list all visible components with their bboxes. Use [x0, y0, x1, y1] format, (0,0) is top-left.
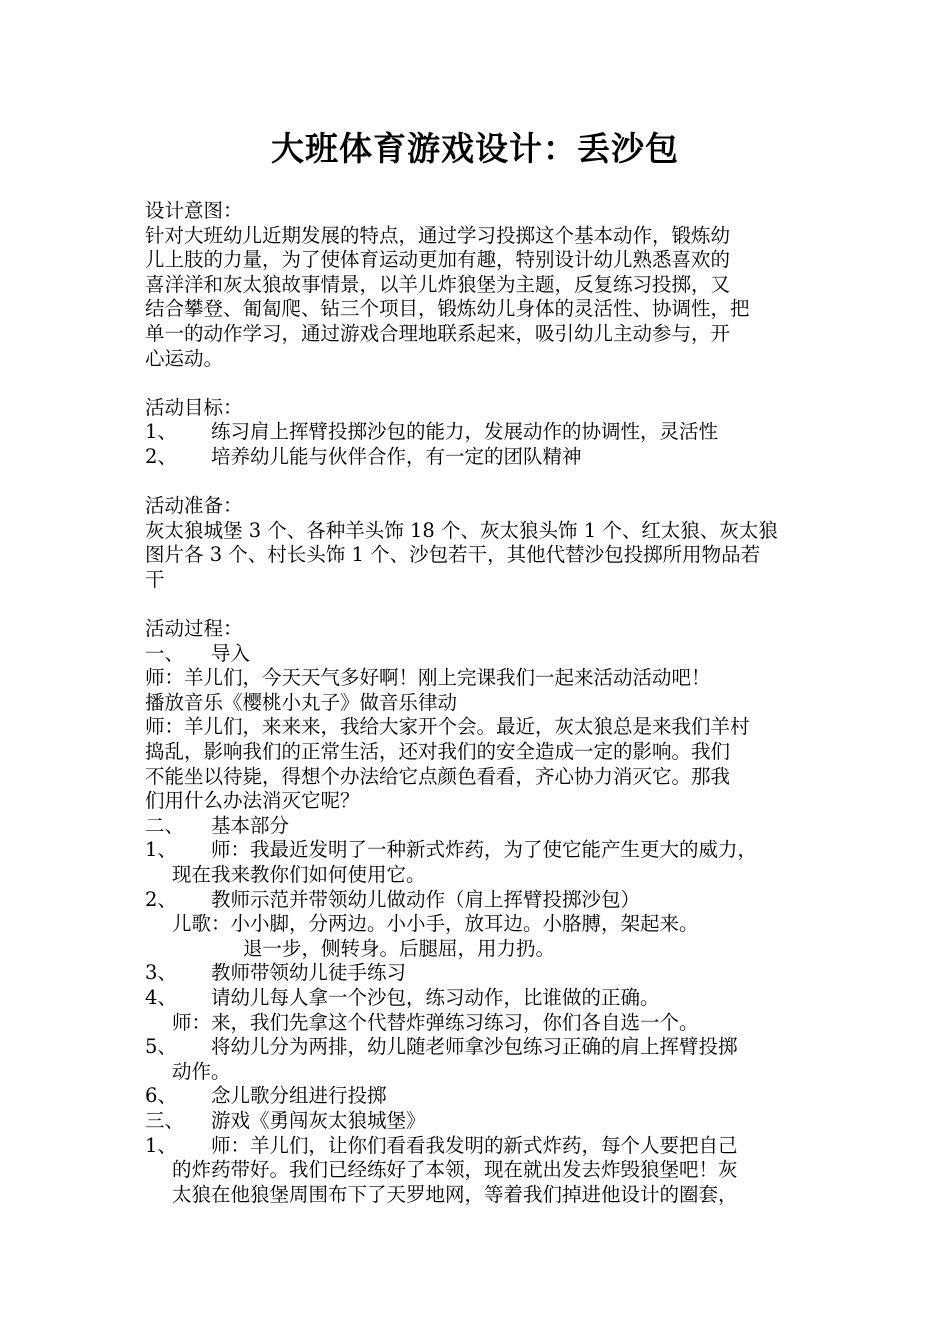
- document-body: [145, 199, 817, 1207]
- step-number: 5、: [145, 1035, 177, 1059]
- goal-text: 练习肩上挥臂投掷沙包的能力，发展动作的协调性，灵活性: [211, 420, 719, 444]
- intent-line: 喜洋洋和灰太狼故事情景，以羊儿炸狼堡为主题，反复练习投掷，又: [145, 272, 731, 296]
- rhyme-line: 退一步，侧转身。后腿屈，用力扔。: [243, 936, 556, 960]
- step-number: 3、: [145, 961, 177, 985]
- goal-number: 2、: [145, 444, 177, 468]
- step-number: 6、: [145, 1084, 177, 1108]
- step-item: [145, 838, 817, 863]
- step-text: 将幼儿分为两排，幼儿随老师拿沙包练习正确的肩上挥臂投掷: [211, 1035, 738, 1059]
- prep-line: 干: [145, 567, 165, 591]
- intent-line: 儿上肢的力量，为了使体育运动更加有趣，特别设计幼儿熟悉喜欢的: [145, 248, 731, 272]
- step-number: 1、: [145, 838, 177, 862]
- rhyme-line: 儿歌：小小脚，分两边。小小手，放耳边。小胳膊，架起来。: [172, 912, 699, 936]
- dialogue-line: 不能坐以待毙，得想个办法给它点颜色看看，齐心协力消灭它。那我: [145, 764, 731, 788]
- step-number: 4、: [145, 986, 177, 1009]
- intent-line: 单一的动作学习，通过游戏合理地联系起来，吸引幼儿主动参与，开: [145, 321, 731, 345]
- step-item: [145, 888, 817, 913]
- dialogue-line: 师：羊儿们，今天天气多好啊！刚上完课我们一起来活动活动吧！: [145, 666, 711, 690]
- step-text: 教师示范并带领幼儿做动作（肩上挥臂投掷沙包）: [211, 887, 641, 911]
- dialogue-line: 们用什么办法消灭它呢？: [145, 789, 360, 813]
- dialogue-line: 师：羊儿们，来来来，我给大家开个会。最近，灰太狼总是来我们羊村: [145, 715, 750, 739]
- intent-heading: 设计意图：: [145, 199, 243, 222]
- intent-line: 针对大班幼儿近期发展的特点，通过学习投掷这个基本动作，锻炼幼: [145, 223, 731, 247]
- document-title: 大班体育游戏设计：丢沙包: [271, 129, 679, 168]
- prep-line: 灰太狼城堡 3 个、各种羊头饰 18 个、灰太狼头饰 1 个、红太狼、灰太狼: [145, 518, 778, 542]
- section-title: 游戏《勇闯灰太狼城堡》: [211, 1108, 426, 1132]
- step-continuation: 的炸药带好。我们已经练好了本领，现在就出发去炸毁狼堡吧！灰: [172, 1158, 738, 1182]
- goal-text: 培养幼儿能与伙伴合作，有一定的团队精神: [211, 444, 582, 468]
- prep-line: 图片各 3 个、村长头饰 1 个、沙包若干，其他代替沙包投掷所用物品若: [145, 543, 761, 567]
- intent-line: 心运动。: [145, 346, 224, 370]
- step-text: 请幼儿每人拿一个沙包，练习动作，比谁做的正确。: [211, 986, 660, 1009]
- section-number: 一、: [145, 641, 185, 665]
- section-heading: [145, 642, 817, 667]
- step-text: 念儿歌分组进行投掷: [211, 1084, 387, 1108]
- step-text: 师：我最近发明了一种新式炸药，为了使它能产生更大的威力，: [211, 838, 758, 862]
- step-item: [145, 1134, 817, 1159]
- goal-item: [145, 445, 817, 470]
- prep-heading: 活动准备：: [145, 494, 243, 518]
- step-number: 2、: [145, 887, 177, 911]
- section-heading: [145, 814, 817, 839]
- section-heading: [145, 1109, 817, 1134]
- step-number: 1、: [145, 1133, 177, 1157]
- instruction-line: 播放音乐《樱桃小丸子》做音乐律动: [145, 690, 458, 714]
- step-item: [145, 1035, 817, 1060]
- step-text: 教师带领幼儿徒手练习: [211, 961, 407, 985]
- step-item: [145, 961, 817, 986]
- step-continuation: 动作。: [172, 1059, 231, 1083]
- section-number: 三、: [145, 1108, 185, 1132]
- intent-line: 结合攀登、匍匐爬、钻三个项目，锻炼幼儿身体的灵活性、协调性，把: [145, 297, 750, 321]
- step-continuation: 太狼在他狼堡周围布下了天罗地网，等着我们掉进他设计的圈套，: [172, 1182, 738, 1206]
- dialogue-line: 捣乱，影响我们的正常生活，还对我们的安全造成一定的影响。我们: [145, 740, 731, 764]
- goal-item: [145, 420, 817, 445]
- section-number: 二、: [145, 813, 185, 837]
- process-heading: 活动过程：: [145, 617, 243, 641]
- section-title: 导入: [211, 641, 251, 665]
- section-title: 基本部分: [211, 813, 290, 837]
- dialogue-line: 师：来，我们先拿这个代替炸弹练习练习，你们各自选一个。: [172, 1010, 699, 1034]
- step-item: [145, 986, 817, 1011]
- step-continuation: 现在我来教你们如何使用它。: [172, 863, 426, 887]
- goals-heading: 活动目标：: [145, 395, 243, 419]
- goal-number: 1、: [145, 420, 177, 444]
- step-item: [145, 1084, 817, 1109]
- step-text: 师：羊儿们，让你们看看我发明的新式炸药，每个人要把自己: [211, 1133, 738, 1157]
